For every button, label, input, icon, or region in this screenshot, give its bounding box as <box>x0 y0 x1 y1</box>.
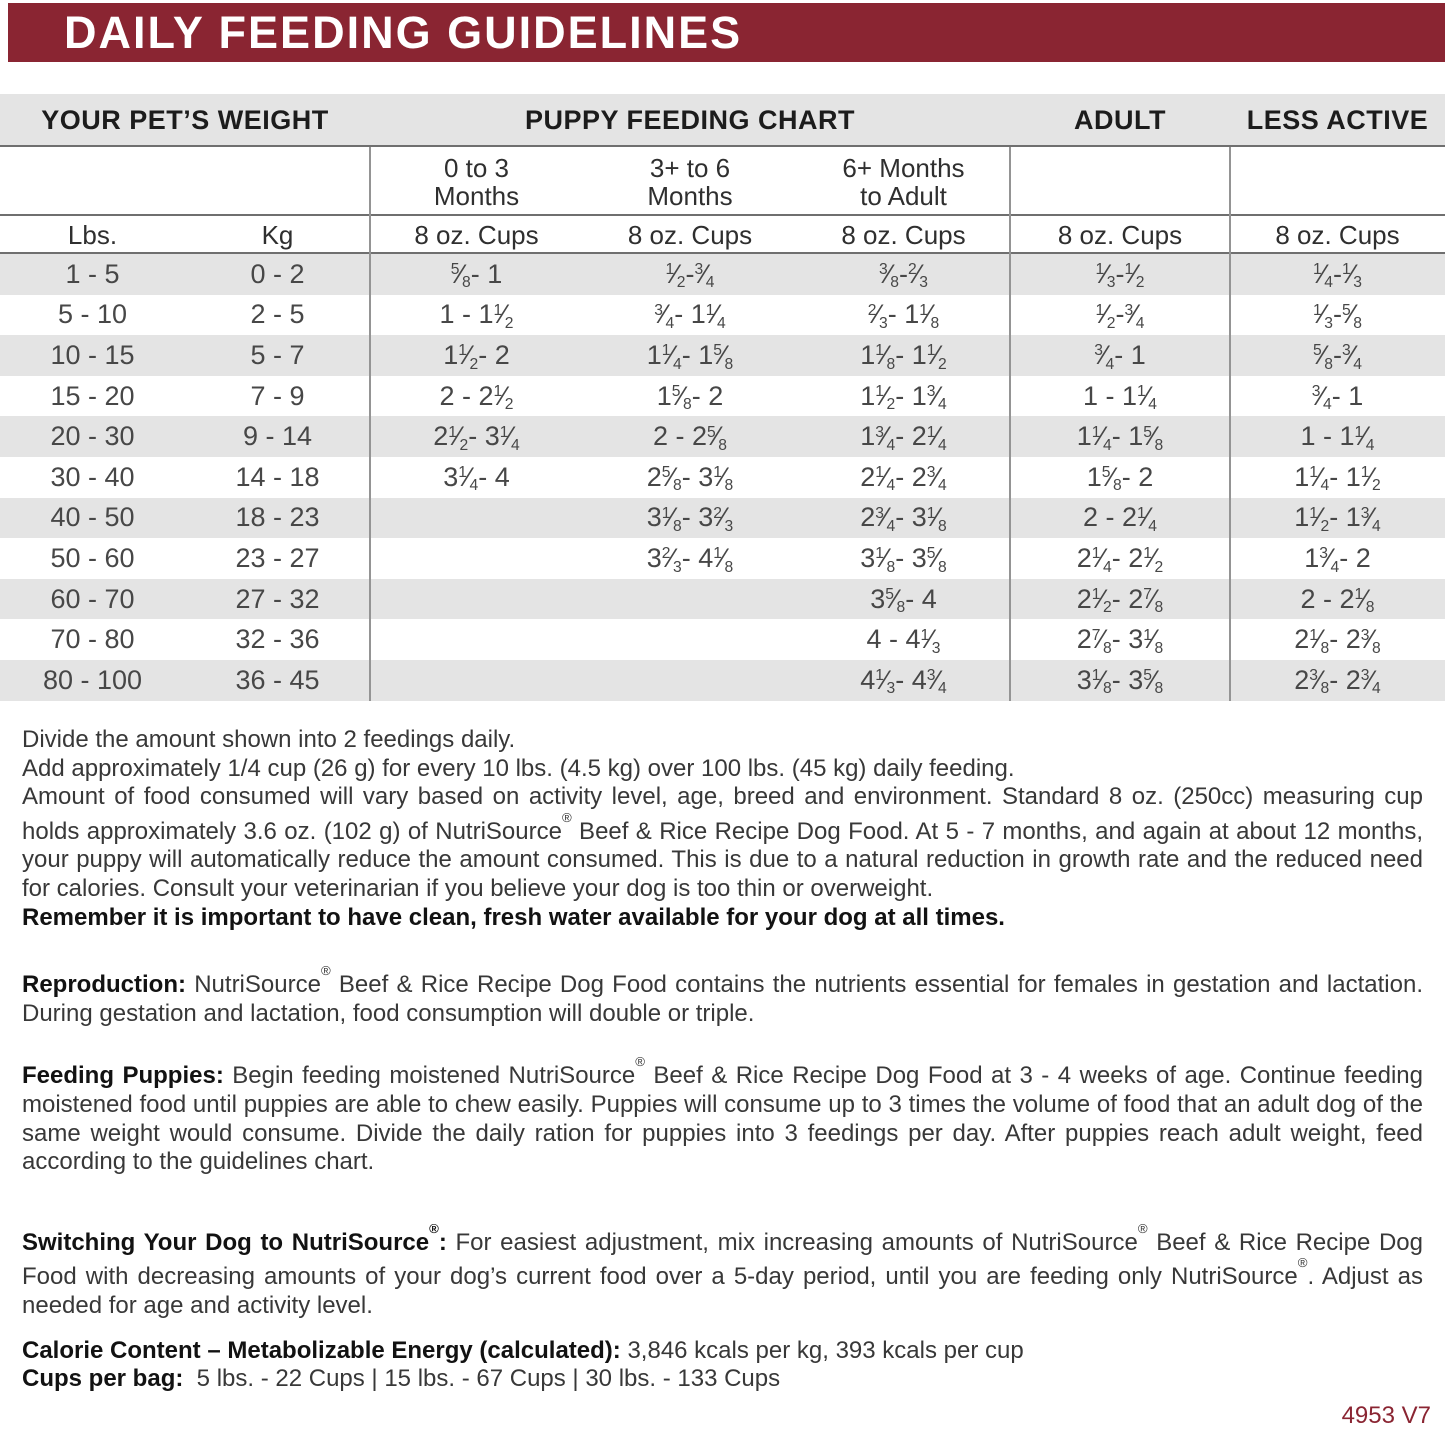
cell-puppy-3-6: 3 $^1⁄_8$ - 3 $^2⁄_3$ <box>646 502 734 536</box>
cell-puppy-0-3 <box>370 660 583 701</box>
subheader-empty <box>0 147 185 216</box>
subheader-0-3-months <box>370 147 583 216</box>
cell-less-active: 1 $^1⁄_4$ - 1 $^1⁄_2$ <box>1294 461 1381 495</box>
cell-puppy-6-adult: 1 $^1⁄_8$ - 1 $^1⁄_2$ <box>860 339 947 373</box>
subheader-line: 0 to 3 <box>443 152 510 183</box>
cups-per-bag-line: Cups per bag: 5 lbs. - 22 Cups | 15 lbs. - 67 Cups | 30 lbs. - 133 Cups <box>22 1365 781 1393</box>
cell-less-active: 1 $^3⁄_4$ - 2 <box>1304 542 1371 576</box>
subheader-line: 6+ Months <box>842 152 965 183</box>
cell-puppy-0-3 <box>370 538 583 579</box>
cell-puppy-6-adult: 2 $^1⁄_4$ - 2 $^3⁄_4$ <box>860 461 947 495</box>
units-cups: 8 oz. Cups <box>414 219 539 250</box>
cell-lbs: 30 - 40 <box>50 461 135 492</box>
units-cups: 8 oz. Cups <box>1275 219 1400 250</box>
cell-lbs: 50 - 60 <box>50 542 135 573</box>
cell-puppy-3-6: 3 $^2⁄_3$ - 4 $^1⁄_8$ <box>646 542 734 576</box>
cell-kg: 23 - 27 <box>235 542 320 573</box>
cell-puppy-3-6 <box>583 579 797 620</box>
note-add-quarter-cup: Add approximately 1/4 cup (26 g) for every 10 lbs. (4.5 kg) over 100 lbs. (45 kg) daily feeding. <box>22 754 1015 782</box>
cell-puppy-0-3: 1 $^1⁄_2$ - 2 <box>443 339 510 373</box>
cell-adult: 2 $^1⁄_2$ - 2 $^7⁄_8$ <box>1076 583 1164 617</box>
cell-puppy-3-6: 2 - 2 $^5⁄_8$ <box>653 421 727 454</box>
cell-puppy-0-3 <box>370 498 583 539</box>
note-fresh-water: Remember it is important to have clean, fresh water available for your dog at all times. <box>22 903 1005 931</box>
cell-puppy-6-adult: 3 $^5⁄_8$ - 4 <box>870 583 937 617</box>
cell-lbs: 20 - 30 <box>50 421 135 452</box>
cell-kg: 32 - 36 <box>235 624 320 655</box>
subheader-line: Months <box>433 180 520 211</box>
table-group-header-row <box>0 94 1445 147</box>
vertical-rule <box>369 147 371 701</box>
cell-kg: 7 - 9 <box>250 380 305 411</box>
cell-puppy-3-6: 1 $^5⁄_8$ - 2 <box>656 380 724 414</box>
cell-adult: 3 $^1⁄_8$ - 3 $^5⁄_8$ <box>1076 664 1164 698</box>
note-amount-paragraph: Amount of food consumed will vary based on activity level, age, breed and environment. Standard 8 oz. (250cc) measuring cup holds approximately 3.6 oz. (102 g) of NutriSource® Beef & Rice Recipe Dog Food. At 5 - 7 months, and again at about 12 months, your puppy will automatically reduce the amount consumed. This is due to a natural reduction in growth rate and the reduced need for calories. Consult your veterinarian if you believe your dog is too thin or overweight. <box>22 783 1424 902</box>
cell-lbs: 60 - 70 <box>50 583 135 614</box>
cell-lbs: 70 - 80 <box>50 624 135 655</box>
cell-kg: 36 - 45 <box>235 664 320 695</box>
cell-puppy-0-3 <box>370 579 583 620</box>
cell-puppy-3-6: $^3⁄_4$ - 1 $^1⁄_4$ <box>654 299 726 333</box>
vertical-rule <box>1009 147 1011 701</box>
banner <box>8 3 1445 62</box>
info-sections <box>22 965 1423 1320</box>
cell-adult: 2 $^1⁄_4$ - 2 $^1⁄_2$ <box>1076 542 1164 576</box>
cell-kg: 27 - 32 <box>235 583 320 614</box>
subheader-empty <box>1010 147 1230 216</box>
cell-kg: 5 - 7 <box>250 339 305 370</box>
cell-lbs: 10 - 15 <box>50 339 135 370</box>
feeding-puppies-paragraph: Feeding Puppies: Begin feeding moistened NutriSource® Beef & Rice Recipe Dog Food at 3 - 4 weeks of age. Continue feeding moistened food until puppies are able to chew easily. Puppies will consume up to 3 times the volume of food that an adult dog of the same weight would consume. Divide the daily ration for puppies into 3 feedings per day. After puppies reach adult weight, feed according to the guidelines chart. <box>22 1054 1423 1176</box>
vertical-rule <box>1229 147 1231 701</box>
units-cups: 8 oz. Cups <box>841 219 966 250</box>
cell-less-active: $^5⁄_8$ - $^3⁄_4$ <box>1313 339 1362 373</box>
note-feedings-daily: Divide the amount shown into 2 feedings daily. <box>22 726 516 753</box>
subheader-line: Months <box>647 180 733 211</box>
cell-puppy-6-adult: $^3⁄_8$ - $^2⁄_3$ <box>879 258 928 292</box>
cell-kg: 14 - 18 <box>235 461 320 492</box>
cell-adult: 1 $^1⁄_4$ - 1 $^5⁄_8$ <box>1076 421 1164 454</box>
cell-puppy-0-3: 3 $^1⁄_4$ - 4 <box>443 461 510 495</box>
cell-lbs: 5 - 10 <box>57 299 128 330</box>
subheader-empty <box>185 147 370 216</box>
cell-puppy-3-6: $^1⁄_2$ - $^3⁄_4$ <box>665 258 715 292</box>
cell-less-active: 2 $^3⁄_8$ - 2 $^3⁄_4$ <box>1294 664 1381 698</box>
calorie-content-line: Calorie Content – Metabolizable Energy (calculated): 3,846 kcals per kg, 393 kcals per cup <box>22 1336 1024 1364</box>
subheader-empty <box>1230 147 1445 216</box>
cell-lbs: 80 - 100 <box>42 664 143 695</box>
copy-section <box>22 726 1423 1394</box>
cell-puppy-0-3: 1 - 1 $^1⁄_2$ <box>439 299 514 333</box>
cell-puppy-3-6: 2 $^5⁄_8$ - 3 $^1⁄_8$ <box>646 461 734 495</box>
cell-puppy-0-3: 2 $^1⁄_2$ - 3 $^1⁄_4$ <box>433 421 520 454</box>
cell-puppy-3-6 <box>583 619 797 660</box>
cell-less-active: 2 $^1⁄_8$ - 2 $^3⁄_8$ <box>1294 624 1381 657</box>
cell-lbs: 1 - 5 <box>65 258 120 289</box>
group-header-less-active: LESS ACTIVE <box>1246 105 1429 135</box>
cell-puppy-0-3 <box>370 619 583 660</box>
units-kg: Kg <box>261 219 294 250</box>
units-cups: 8 oz. Cups <box>1057 219 1183 250</box>
reproduction-paragraph: Reproduction: NutriSource® Beef & Rice Recipe Dog Food contains the nutrients essential for females in gestation and lactation. During gestation and lactation, food consumption will double or triple. <box>22 963 1423 1027</box>
group-header-adult: ADULT <box>1074 105 1166 135</box>
cell-puppy-3-6 <box>583 660 797 701</box>
cell-puppy-3-6: 1 $^1⁄_4$ - 1 $^5⁄_8$ <box>646 339 734 373</box>
cell-adult: $^1⁄_2$ - $^3⁄_4$ <box>1095 299 1145 333</box>
cell-less-active: 1 - 1 $^1⁄_4$ <box>1300 421 1375 454</box>
cell-lbs: 40 - 50 <box>50 502 135 533</box>
cell-lbs: 15 - 20 <box>50 380 135 411</box>
cell-less-active: $^1⁄_3$ - $^5⁄_8$ <box>1313 299 1362 333</box>
cell-adult: $^3⁄_4$ - 1 <box>1094 339 1146 373</box>
cell-puppy-6-adult: 1 $^3⁄_4$ - 2 $^1⁄_4$ <box>860 421 947 454</box>
cell-adult: 2 - 2 $^1⁄_4$ <box>1083 502 1157 536</box>
units-cups: 8 oz. Cups <box>627 219 753 250</box>
subheader-6-months-to-adult <box>797 147 1010 216</box>
cell-less-active: $^1⁄_4$ - $^1⁄_3$ <box>1313 258 1362 292</box>
cell-puppy-0-3: 2 - 2 $^1⁄_2$ <box>439 380 514 414</box>
cell-puppy-6-adult: 2 $^3⁄_4$ - 3 $^1⁄_8$ <box>860 502 947 536</box>
cell-puppy-6-adult: 4 - 4 $^1⁄_3$ <box>866 624 941 657</box>
cell-puppy-0-3: $^5⁄_8$ - 1 <box>450 258 503 292</box>
cell-adult: $^1⁄_3$ - $^1⁄_2$ <box>1095 258 1145 292</box>
subheader-line: to Adult <box>860 180 947 211</box>
cell-puppy-6-adult: $^2⁄_3$ - 1 $^1⁄_8$ <box>867 299 940 333</box>
subheader-line: 3+ to 6 <box>649 152 731 183</box>
cell-less-active: $^3⁄_4$ - 1 <box>1311 380 1364 414</box>
cell-kg: 9 - 14 <box>242 421 313 452</box>
cell-adult: 1 $^5⁄_8$ - 2 <box>1086 461 1154 495</box>
cell-puppy-6-adult: 4 $^1⁄_3$ - 4 $^3⁄_4$ <box>860 664 947 698</box>
cell-less-active: 1 $^1⁄_2$ - 1 $^3⁄_4$ <box>1294 502 1381 536</box>
switching-paragraph: Switching Your Dog to NutriSource®: For easiest adjustment, mix increasing amounts of NutriSource® Beef & Rice Recipe Dog Food with decreasing amounts of your dog’s current food over a 5-day period, until you are feeding only NutriSource®. Adjust as needed for age and activity level. <box>22 1220 1424 1319</box>
group-header-weight: YOUR PET’S WEIGHT <box>41 105 329 135</box>
cell-kg: 18 - 23 <box>235 502 320 533</box>
cell-adult: 2 $^7⁄_8$ - 3 $^1⁄_8$ <box>1076 624 1164 657</box>
cell-puppy-6-adult: 1 $^1⁄_2$ - 1 $^3⁄_4$ <box>860 380 947 414</box>
cell-puppy-6-adult: 3 $^1⁄_8$ - 3 $^5⁄_8$ <box>860 542 947 576</box>
cell-kg: 2 - 5 <box>250 299 305 330</box>
cell-kg: 0 - 2 <box>250 258 305 289</box>
cell-adult: 1 - 1 $^1⁄_4$ <box>1083 380 1157 414</box>
subheader-3-6-months <box>583 147 797 216</box>
page-title: DAILY FEEDING GUIDELINES <box>64 7 743 58</box>
calorie-block <box>22 1337 1423 1394</box>
version-code: 4953 V7 <box>1341 1402 1431 1429</box>
cell-less-active: 2 - 2 $^1⁄_8$ <box>1300 583 1375 617</box>
units-lbs: Lbs. <box>67 219 118 250</box>
group-header-puppy-chart: PUPPY FEEDING CHART <box>524 105 856 135</box>
